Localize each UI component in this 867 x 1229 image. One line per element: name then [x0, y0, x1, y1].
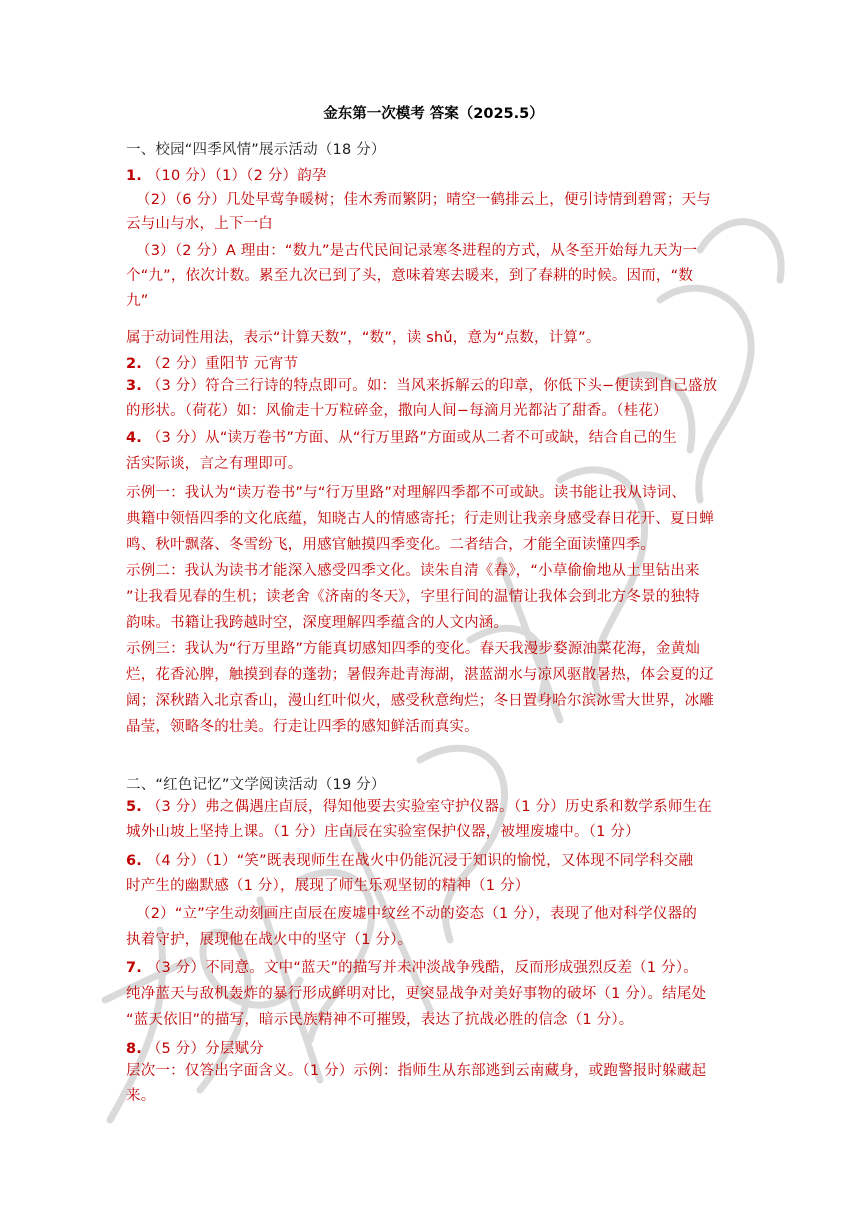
section-1-heading: 一、校园“四季风情”展示活动（18 分）: [126, 142, 386, 158]
q4-example-2c: 韵味。书籍让我跨越时空，深度理解四季蕴含的人文内涵。: [126, 615, 509, 631]
q7-line-1: 7. （3 分）不同意。文中“蓝天”的描写并未冲淡战争残酷，反而形成强烈反差（1 分）。: [126, 960, 698, 976]
q3-number: 3.: [126, 378, 142, 394]
q4-example-3d: 晶莹，领略冬的壮美。行走让四季的感知鲜活而真实。: [126, 719, 479, 735]
q7-line-2: 纯净蓝天与敌机轰炸的暴行形成鲜明对比，更突显战争对美好事物的破坏（1 分）。结尾处: [126, 986, 707, 1002]
q2-line: 2. （2 分）重阳节 元宵节: [126, 356, 299, 372]
q4-number: 4.: [126, 430, 142, 446]
q7-number: 7.: [126, 960, 142, 976]
document-title: 金东第一次模考 答案（2025.5）: [323, 106, 544, 122]
q4-example-2b: ”让我看见春的生机；读老舍《济南的冬天》，字里行间的温情让我体会到北方冬景的独特: [126, 589, 700, 605]
q4-example-1a: 示例一：我认为“读万卷书”与“行万里路”对理解四季都不可或缺。读书能让我从诗词、: [126, 485, 687, 501]
q5-line-1: 5. （3 分）弗之偶遇庄卣辰，得知他要去实验室守护仪器。（1 分）历史系和数学系师生在: [126, 799, 712, 815]
q5-line-2: 城外山坡上坚持上课。（1 分）庄卣辰在实验室保护仪器，被埋废墟中。（1 分）: [126, 824, 640, 840]
q1-line-1: 1. （10 分）（1）（2 分）韵孕: [126, 168, 327, 184]
q1-line-3: 云与山与水，上下一白: [126, 216, 273, 232]
q1-number: 1.: [126, 168, 142, 184]
q4-example-2a: 示例二：我认为读书才能深入感受四季文化。读朱自清《春》，“小草偷偷地从土里钻出来: [126, 563, 700, 579]
section-2-heading: 二、“红色记忆”文学阅读活动（19 分）: [126, 777, 386, 793]
q1-line-2: （2）（6 分）几处早莺争暖树；佳木秀而繁阴；晴空一鹤排云上，便引诗情到碧霄；天与: [136, 192, 712, 208]
q6-line-4: 执着守护，展现他在战火中的坚守（1 分）。: [126, 932, 413, 948]
q4-example-3b: 烂，花香沁脾，触摸到春的蓬勃；暑假奔赴青海湖，湛蓝湖水与凉风驱散暑热，体会夏的辽: [126, 667, 714, 683]
q3-line-1: 3. （3 分）符合三行诗的特点即可。如：当风来拆解云的印章，你低下头−便读到自己盛放: [126, 378, 718, 394]
q8-line-1: 8. （5 分）分层赋分: [126, 1041, 264, 1057]
q4-example-1c: 鸣、秋叶飘落、冬雪纷飞，用感官触摸四季变化。二者结合，才能全面读懂四季。: [126, 537, 656, 553]
q8-line-2: 层次一：仅答出字面含义。（1 分）示例：指师生从东部逃到云南藏身，或跑警报时躲藏起: [126, 1063, 707, 1079]
q2-number: 2.: [126, 356, 142, 372]
q5-number: 5.: [126, 799, 142, 815]
q4-line-1: 4. （3 分）从“读万卷书”方面、从“行万里路”方面或从二者不可或缺，结合自己的生: [126, 430, 677, 446]
q6-line-1: 6. （4 分）（1）“笑”既表现师生在战火中仍能沉浸于知识的愉悦，又体现不同学科交融: [126, 853, 694, 869]
q1-line-5: 个“九”，依次计数。累至九次已到了头，意味着寒去暖来，到了春耕的时候。因而，“数: [126, 268, 694, 284]
q7-line-3: “蓝天依旧”的描写，暗示民族精神不可摧毁，表达了抗战必胜的信念（1 分）。: [126, 1012, 634, 1028]
q4-example-3a: 示例三：我认为“行万里路”方能真切感知四季的变化。春天我漫步婺源油菜花海，金黄灿: [126, 641, 701, 657]
q4-example-1b: 典籍中领悟四季的文化底蕴，知晓古人的情感寄托；行走则让我亲身感受春日花开、夏日蝉: [126, 511, 714, 527]
q8-line-3: 来。: [126, 1088, 156, 1104]
q4-line-2: 活实际谈，言之有理即可。: [126, 456, 303, 472]
q6-line-3: （2）“立”字生动刻画庄卣辰在废墟中纹丝不动的姿态（1 分），表现了他对科学仪器的: [136, 906, 698, 922]
q6-line-2: 时产生的幽默感（1 分），展现了师生乐观坚韧的精神（1 分）: [126, 878, 530, 894]
q1-line-7: 属于动词性用法，表示“计算天数”，“数”，读 shǔ，意为“点数，计算”。: [126, 330, 601, 346]
q4-example-3c: 阔；深秋踏入北京香山，漫山红叶似火，感受秋意绚烂；冬日置身哈尔滨冰雪大世界，冰雕: [126, 693, 714, 709]
q8-number: 8.: [126, 1041, 142, 1057]
q1-line-4: （3）（2 分）A 理由：“数九”是古代民间记录寒冬进程的方式，从冬至开始每九天为一: [136, 243, 698, 259]
q6-number: 6.: [126, 853, 142, 869]
q1-line-6: 九”: [126, 293, 149, 309]
q3-line-2: 的形状。（荷花）如：风偷走十万粒碎金，撒向人间−每滴月光都沾了甜香。（桂花）: [126, 403, 668, 419]
